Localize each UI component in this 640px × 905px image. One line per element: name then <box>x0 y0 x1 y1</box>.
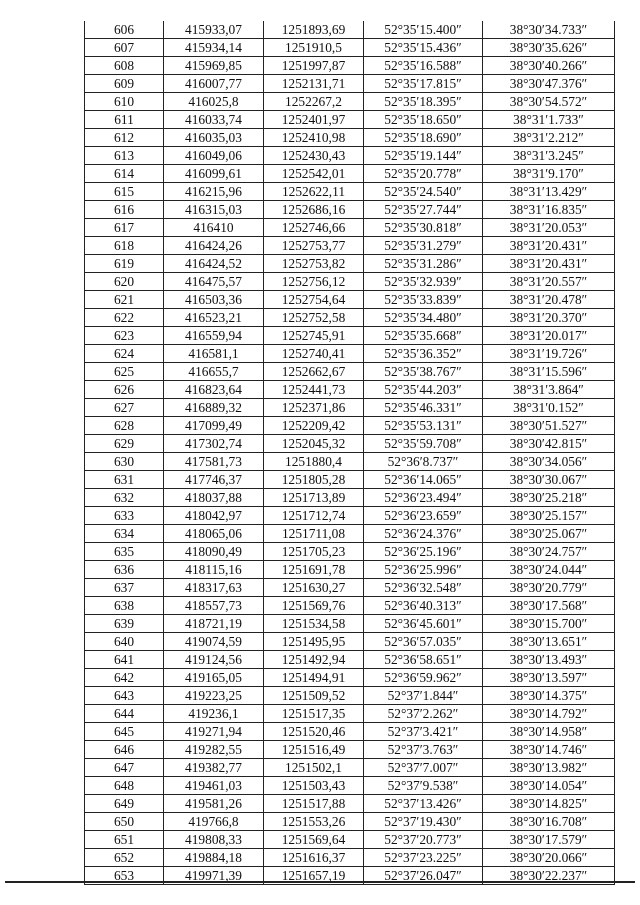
longitude-cell: 38°30′17.568″ <box>483 597 615 615</box>
table-row <box>85 183 615 201</box>
point-number-cell: 606 <box>85 21 164 39</box>
latitude-cell: 52°35′31.279″ <box>364 237 483 255</box>
point-number-cell: 620 <box>85 273 164 291</box>
table-row <box>85 741 615 759</box>
y-coordinate-cell: 1251910,5 <box>264 39 364 57</box>
y-coordinate-cell: 1252753,82 <box>264 255 364 273</box>
point-number-cell: 639 <box>85 615 164 633</box>
footer-divider <box>5 881 635 883</box>
x-coordinate-cell: 418721,19 <box>164 615 264 633</box>
point-number-cell: 625 <box>85 363 164 381</box>
table-row <box>85 399 615 417</box>
y-coordinate-cell: 1252401,97 <box>264 111 364 129</box>
longitude-cell: 38°30′13.651″ <box>483 633 615 651</box>
longitude-cell: 38°30′35.626″ <box>483 39 615 57</box>
y-coordinate-cell: 1252267,2 <box>264 93 364 111</box>
latitude-cell: 52°37′26.047″ <box>364 867 483 885</box>
point-number-cell: 608 <box>85 57 164 75</box>
x-coordinate-cell: 417302,74 <box>164 435 264 453</box>
point-number-cell: 641 <box>85 651 164 669</box>
longitude-cell: 38°30′22.237″ <box>483 867 615 885</box>
longitude-cell: 38°30′30.067″ <box>483 471 615 489</box>
table-row <box>85 129 615 147</box>
longitude-cell: 38°31′20.431″ <box>483 255 615 273</box>
table-row <box>85 507 615 525</box>
longitude-cell: 38°31′20.017″ <box>483 327 615 345</box>
longitude-cell: 38°30′42.815″ <box>483 435 615 453</box>
latitude-cell: 52°36′25.196″ <box>364 543 483 561</box>
x-coordinate-cell: 416033,74 <box>164 111 264 129</box>
y-coordinate-cell: 1252752,58 <box>264 309 364 327</box>
longitude-cell: 38°30′25.218″ <box>483 489 615 507</box>
latitude-cell: 52°35′18.690″ <box>364 129 483 147</box>
point-number-cell: 610 <box>85 93 164 111</box>
latitude-cell: 52°35′33.839″ <box>364 291 483 309</box>
y-coordinate-cell: 1251712,74 <box>264 507 364 525</box>
longitude-cell: 38°30′20.066″ <box>483 849 615 867</box>
table-row <box>85 831 615 849</box>
x-coordinate-cell: 417581,73 <box>164 453 264 471</box>
y-coordinate-cell: 1251711,08 <box>264 525 364 543</box>
latitude-cell: 52°35′53.131″ <box>364 417 483 435</box>
y-coordinate-cell: 1252756,12 <box>264 273 364 291</box>
latitude-cell: 52°36′23.494″ <box>364 489 483 507</box>
y-coordinate-cell: 1251691,78 <box>264 561 364 579</box>
longitude-cell: 38°30′14.825″ <box>483 795 615 813</box>
point-number-cell: 650 <box>85 813 164 831</box>
table-row <box>85 489 615 507</box>
latitude-cell: 52°36′57.035″ <box>364 633 483 651</box>
table-row <box>85 651 615 669</box>
point-number-cell: 615 <box>85 183 164 201</box>
point-number-cell: 624 <box>85 345 164 363</box>
y-coordinate-cell: 1252430,43 <box>264 147 364 165</box>
x-coordinate-cell: 418090,49 <box>164 543 264 561</box>
latitude-cell: 52°35′27.744″ <box>364 201 483 219</box>
y-coordinate-cell: 1251494,91 <box>264 669 364 687</box>
latitude-cell: 52°35′35.668″ <box>364 327 483 345</box>
point-number-cell: 628 <box>85 417 164 435</box>
point-number-cell: 623 <box>85 327 164 345</box>
x-coordinate-cell: 416215,96 <box>164 183 264 201</box>
y-coordinate-cell: 1251495,95 <box>264 633 364 651</box>
latitude-cell: 52°35′44.203″ <box>364 381 483 399</box>
x-coordinate-cell: 419581,26 <box>164 795 264 813</box>
x-coordinate-cell: 415934,14 <box>164 39 264 57</box>
table-row <box>85 291 615 309</box>
y-coordinate-cell: 1251705,23 <box>264 543 364 561</box>
longitude-cell: 38°31′20.370″ <box>483 309 615 327</box>
x-coordinate-cell: 416424,26 <box>164 237 264 255</box>
y-coordinate-cell: 1252131,71 <box>264 75 364 93</box>
longitude-cell: 38°30′13.493″ <box>483 651 615 669</box>
table-row <box>85 435 615 453</box>
latitude-cell: 52°35′16.588″ <box>364 57 483 75</box>
x-coordinate-cell: 416315,03 <box>164 201 264 219</box>
y-coordinate-cell: 1251553,26 <box>264 813 364 831</box>
longitude-cell: 38°30′14.375″ <box>483 687 615 705</box>
latitude-cell: 52°37′3.421″ <box>364 723 483 741</box>
point-number-cell: 633 <box>85 507 164 525</box>
table-row <box>85 39 615 57</box>
x-coordinate-cell: 416581,1 <box>164 345 264 363</box>
y-coordinate-cell: 1251534,58 <box>264 615 364 633</box>
y-coordinate-cell: 1252753,77 <box>264 237 364 255</box>
table-row <box>85 345 615 363</box>
x-coordinate-cell: 419461,03 <box>164 777 264 795</box>
latitude-cell: 52°35′15.400″ <box>364 21 483 39</box>
latitude-cell: 52°36′23.659″ <box>364 507 483 525</box>
longitude-cell: 38°30′25.067″ <box>483 525 615 543</box>
x-coordinate-cell: 416049,06 <box>164 147 264 165</box>
y-coordinate-cell: 1252662,67 <box>264 363 364 381</box>
y-coordinate-cell: 1251713,89 <box>264 489 364 507</box>
longitude-cell: 38°31′3.245″ <box>483 147 615 165</box>
table-row <box>85 57 615 75</box>
y-coordinate-cell: 1252622,11 <box>264 183 364 201</box>
x-coordinate-cell: 418115,16 <box>164 561 264 579</box>
longitude-cell: 38°31′16.835″ <box>483 201 615 219</box>
table-row <box>85 687 615 705</box>
y-coordinate-cell: 1252371,86 <box>264 399 364 417</box>
point-number-cell: 611 <box>85 111 164 129</box>
point-number-cell: 652 <box>85 849 164 867</box>
longitude-cell: 38°31′20.478″ <box>483 291 615 309</box>
point-number-cell: 646 <box>85 741 164 759</box>
longitude-cell: 38°30′17.579″ <box>483 831 615 849</box>
table-row <box>85 21 615 39</box>
point-number-cell: 638 <box>85 597 164 615</box>
latitude-cell: 52°37′9.538″ <box>364 777 483 795</box>
latitude-cell: 52°35′34.480″ <box>364 309 483 327</box>
point-number-cell: 614 <box>85 165 164 183</box>
table-row <box>85 453 615 471</box>
x-coordinate-cell: 419282,55 <box>164 741 264 759</box>
y-coordinate-cell: 1252746,66 <box>264 219 364 237</box>
latitude-cell: 52°37′3.763″ <box>364 741 483 759</box>
x-coordinate-cell: 419074,59 <box>164 633 264 651</box>
table-row <box>85 417 615 435</box>
longitude-cell: 38°30′13.982″ <box>483 759 615 777</box>
point-number-cell: 619 <box>85 255 164 273</box>
latitude-cell: 52°35′31.286″ <box>364 255 483 273</box>
point-number-cell: 634 <box>85 525 164 543</box>
x-coordinate-cell: 416559,94 <box>164 327 264 345</box>
longitude-cell: 38°30′34.056″ <box>483 453 615 471</box>
point-number-cell: 632 <box>85 489 164 507</box>
x-coordinate-cell: 416889,32 <box>164 399 264 417</box>
longitude-cell: 38°30′20.779″ <box>483 579 615 597</box>
table-row <box>85 795 615 813</box>
table-row <box>85 471 615 489</box>
table-row <box>85 615 615 633</box>
point-number-cell: 630 <box>85 453 164 471</box>
x-coordinate-cell: 416099,61 <box>164 165 264 183</box>
y-coordinate-cell: 1252410,98 <box>264 129 364 147</box>
x-coordinate-cell: 416007,77 <box>164 75 264 93</box>
table-row <box>85 75 615 93</box>
y-coordinate-cell: 1252745,91 <box>264 327 364 345</box>
latitude-cell: 52°37′1.844″ <box>364 687 483 705</box>
table-row <box>85 723 615 741</box>
y-coordinate-cell: 1252045,32 <box>264 435 364 453</box>
point-number-cell: 645 <box>85 723 164 741</box>
table-row <box>85 327 615 345</box>
x-coordinate-cell: 418065,06 <box>164 525 264 543</box>
x-coordinate-cell: 416655,7 <box>164 363 264 381</box>
point-number-cell: 653 <box>85 867 164 885</box>
latitude-cell: 52°36′59.962″ <box>364 669 483 687</box>
table-row <box>85 237 615 255</box>
y-coordinate-cell: 1252441,73 <box>264 381 364 399</box>
longitude-cell: 38°30′47.376″ <box>483 75 615 93</box>
latitude-cell: 52°37′13.426″ <box>364 795 483 813</box>
x-coordinate-cell: 416025,8 <box>164 93 264 111</box>
point-number-cell: 643 <box>85 687 164 705</box>
longitude-cell: 38°31′0.152″ <box>483 399 615 417</box>
y-coordinate-cell: 1251502,1 <box>264 759 364 777</box>
point-number-cell: 609 <box>85 75 164 93</box>
longitude-cell: 38°30′54.572″ <box>483 93 615 111</box>
latitude-cell: 52°35′59.708″ <box>364 435 483 453</box>
longitude-cell: 38°30′24.757″ <box>483 543 615 561</box>
x-coordinate-cell: 419884,18 <box>164 849 264 867</box>
y-coordinate-cell: 1251616,37 <box>264 849 364 867</box>
latitude-cell: 52°36′32.548″ <box>364 579 483 597</box>
longitude-cell: 38°31′2.212″ <box>483 129 615 147</box>
x-coordinate-cell: 416424,52 <box>164 255 264 273</box>
x-coordinate-cell: 416475,57 <box>164 273 264 291</box>
table-row <box>85 309 615 327</box>
x-coordinate-cell: 416410 <box>164 219 264 237</box>
longitude-cell: 38°31′13.429″ <box>483 183 615 201</box>
table-row <box>85 93 615 111</box>
x-coordinate-cell: 415969,85 <box>164 57 264 75</box>
y-coordinate-cell: 1251657,19 <box>264 867 364 885</box>
x-coordinate-cell: 418037,88 <box>164 489 264 507</box>
y-coordinate-cell: 1251630,27 <box>264 579 364 597</box>
x-coordinate-cell: 415933,07 <box>164 21 264 39</box>
point-number-cell: 613 <box>85 147 164 165</box>
point-number-cell: 616 <box>85 201 164 219</box>
point-number-cell: 612 <box>85 129 164 147</box>
longitude-cell: 38°30′14.746″ <box>483 741 615 759</box>
point-number-cell: 618 <box>85 237 164 255</box>
y-coordinate-cell: 1251516,49 <box>264 741 364 759</box>
latitude-cell: 52°37′7.007″ <box>364 759 483 777</box>
point-number-cell: 636 <box>85 561 164 579</box>
point-number-cell: 627 <box>85 399 164 417</box>
latitude-cell: 52°35′18.395″ <box>364 93 483 111</box>
x-coordinate-cell: 419271,94 <box>164 723 264 741</box>
y-coordinate-cell: 1251503,43 <box>264 777 364 795</box>
y-coordinate-cell: 1252542,01 <box>264 165 364 183</box>
point-number-cell: 622 <box>85 309 164 327</box>
y-coordinate-cell: 1251517,88 <box>264 795 364 813</box>
x-coordinate-cell: 419165,05 <box>164 669 264 687</box>
coordinates-table <box>84 21 615 885</box>
latitude-cell: 52°37′23.225″ <box>364 849 483 867</box>
x-coordinate-cell: 418042,97 <box>164 507 264 525</box>
latitude-cell: 52°35′19.144″ <box>364 147 483 165</box>
y-coordinate-cell: 1252754,64 <box>264 291 364 309</box>
table-row <box>85 813 615 831</box>
point-number-cell: 648 <box>85 777 164 795</box>
y-coordinate-cell: 1251880,4 <box>264 453 364 471</box>
table-row <box>85 201 615 219</box>
table-row <box>85 561 615 579</box>
y-coordinate-cell: 1251997,87 <box>264 57 364 75</box>
y-coordinate-cell: 1252740,41 <box>264 345 364 363</box>
latitude-cell: 52°37′2.262″ <box>364 705 483 723</box>
longitude-cell: 38°31′20.431″ <box>483 237 615 255</box>
x-coordinate-cell: 417099,49 <box>164 417 264 435</box>
y-coordinate-cell: 1251520,46 <box>264 723 364 741</box>
longitude-cell: 38°31′20.053″ <box>483 219 615 237</box>
y-coordinate-cell: 1251569,64 <box>264 831 364 849</box>
x-coordinate-cell: 419223,25 <box>164 687 264 705</box>
longitude-cell: 38°31′19.726″ <box>483 345 615 363</box>
table-row <box>85 273 615 291</box>
latitude-cell: 52°36′58.651″ <box>364 651 483 669</box>
x-coordinate-cell: 418557,73 <box>164 597 264 615</box>
latitude-cell: 52°35′24.540″ <box>364 183 483 201</box>
table-row <box>85 381 615 399</box>
longitude-cell: 38°30′14.054″ <box>483 777 615 795</box>
y-coordinate-cell: 1251569,76 <box>264 597 364 615</box>
latitude-cell: 52°35′18.650″ <box>364 111 483 129</box>
coordinates-table-body <box>85 21 615 885</box>
table-row <box>85 219 615 237</box>
y-coordinate-cell: 1251517,35 <box>264 705 364 723</box>
longitude-cell: 38°30′24.044″ <box>483 561 615 579</box>
latitude-cell: 52°37′20.773″ <box>364 831 483 849</box>
longitude-cell: 38°30′51.527″ <box>483 417 615 435</box>
point-number-cell: 649 <box>85 795 164 813</box>
latitude-cell: 52°36′14.065″ <box>364 471 483 489</box>
longitude-cell: 38°30′13.597″ <box>483 669 615 687</box>
x-coordinate-cell: 419124,56 <box>164 651 264 669</box>
point-number-cell: 621 <box>85 291 164 309</box>
longitude-cell: 38°30′16.708″ <box>483 813 615 831</box>
point-number-cell: 626 <box>85 381 164 399</box>
point-number-cell: 617 <box>85 219 164 237</box>
x-coordinate-cell: 416035,03 <box>164 129 264 147</box>
table-row <box>85 165 615 183</box>
table-row <box>85 363 615 381</box>
latitude-cell: 52°35′20.778″ <box>364 165 483 183</box>
latitude-cell: 52°36′45.601″ <box>364 615 483 633</box>
table-row <box>85 759 615 777</box>
y-coordinate-cell: 1251893,69 <box>264 21 364 39</box>
point-number-cell: 640 <box>85 633 164 651</box>
point-number-cell: 631 <box>85 471 164 489</box>
point-number-cell: 644 <box>85 705 164 723</box>
point-number-cell: 642 <box>85 669 164 687</box>
y-coordinate-cell: 1252209,42 <box>264 417 364 435</box>
point-number-cell: 637 <box>85 579 164 597</box>
latitude-cell: 52°36′40.313″ <box>364 597 483 615</box>
y-coordinate-cell: 1251492,94 <box>264 651 364 669</box>
table-row <box>85 579 615 597</box>
table-row <box>85 669 615 687</box>
longitude-cell: 38°30′15.700″ <box>483 615 615 633</box>
latitude-cell: 52°35′38.767″ <box>364 363 483 381</box>
table-row <box>85 633 615 651</box>
longitude-cell: 38°30′14.792″ <box>483 705 615 723</box>
table-row <box>85 255 615 273</box>
longitude-cell: 38°31′1.733″ <box>483 111 615 129</box>
y-coordinate-cell: 1251805,28 <box>264 471 364 489</box>
y-coordinate-cell: 1252686,16 <box>264 201 364 219</box>
x-coordinate-cell: 416523,21 <box>164 309 264 327</box>
longitude-cell: 38°31′15.596″ <box>483 363 615 381</box>
point-number-cell: 647 <box>85 759 164 777</box>
table-row <box>85 111 615 129</box>
point-number-cell: 651 <box>85 831 164 849</box>
latitude-cell: 52°35′36.352″ <box>364 345 483 363</box>
point-number-cell: 607 <box>85 39 164 57</box>
longitude-cell: 38°31′3.864″ <box>483 381 615 399</box>
x-coordinate-cell: 419971,39 <box>164 867 264 885</box>
latitude-cell: 52°36′25.996″ <box>364 561 483 579</box>
longitude-cell: 38°30′40.266″ <box>483 57 615 75</box>
longitude-cell: 38°30′34.733″ <box>483 21 615 39</box>
latitude-cell: 52°36′24.376″ <box>364 525 483 543</box>
x-coordinate-cell: 416823,64 <box>164 381 264 399</box>
longitude-cell: 38°30′25.157″ <box>483 507 615 525</box>
x-coordinate-cell: 417746,37 <box>164 471 264 489</box>
x-coordinate-cell: 418317,63 <box>164 579 264 597</box>
x-coordinate-cell: 419766,8 <box>164 813 264 831</box>
table-row <box>85 147 615 165</box>
longitude-cell: 38°31′9.170″ <box>483 165 615 183</box>
latitude-cell: 52°36′8.737″ <box>364 453 483 471</box>
table-row <box>85 525 615 543</box>
point-number-cell: 635 <box>85 543 164 561</box>
table-row <box>85 849 615 867</box>
table-row <box>85 543 615 561</box>
table-row <box>85 705 615 723</box>
latitude-cell: 52°35′32.939″ <box>364 273 483 291</box>
longitude-cell: 38°31′20.557″ <box>483 273 615 291</box>
latitude-cell: 52°35′46.331″ <box>364 399 483 417</box>
latitude-cell: 52°35′30.818″ <box>364 219 483 237</box>
table-row <box>85 597 615 615</box>
y-coordinate-cell: 1251509,52 <box>264 687 364 705</box>
latitude-cell: 52°37′19.430″ <box>364 813 483 831</box>
table-row <box>85 777 615 795</box>
latitude-cell: 52°35′17.815″ <box>364 75 483 93</box>
x-coordinate-cell: 419808,33 <box>164 831 264 849</box>
x-coordinate-cell: 416503,36 <box>164 291 264 309</box>
x-coordinate-cell: 419382,77 <box>164 759 264 777</box>
latitude-cell: 52°35′15.436″ <box>364 39 483 57</box>
x-coordinate-cell: 419236,1 <box>164 705 264 723</box>
point-number-cell: 629 <box>85 435 164 453</box>
longitude-cell: 38°30′14.958″ <box>483 723 615 741</box>
